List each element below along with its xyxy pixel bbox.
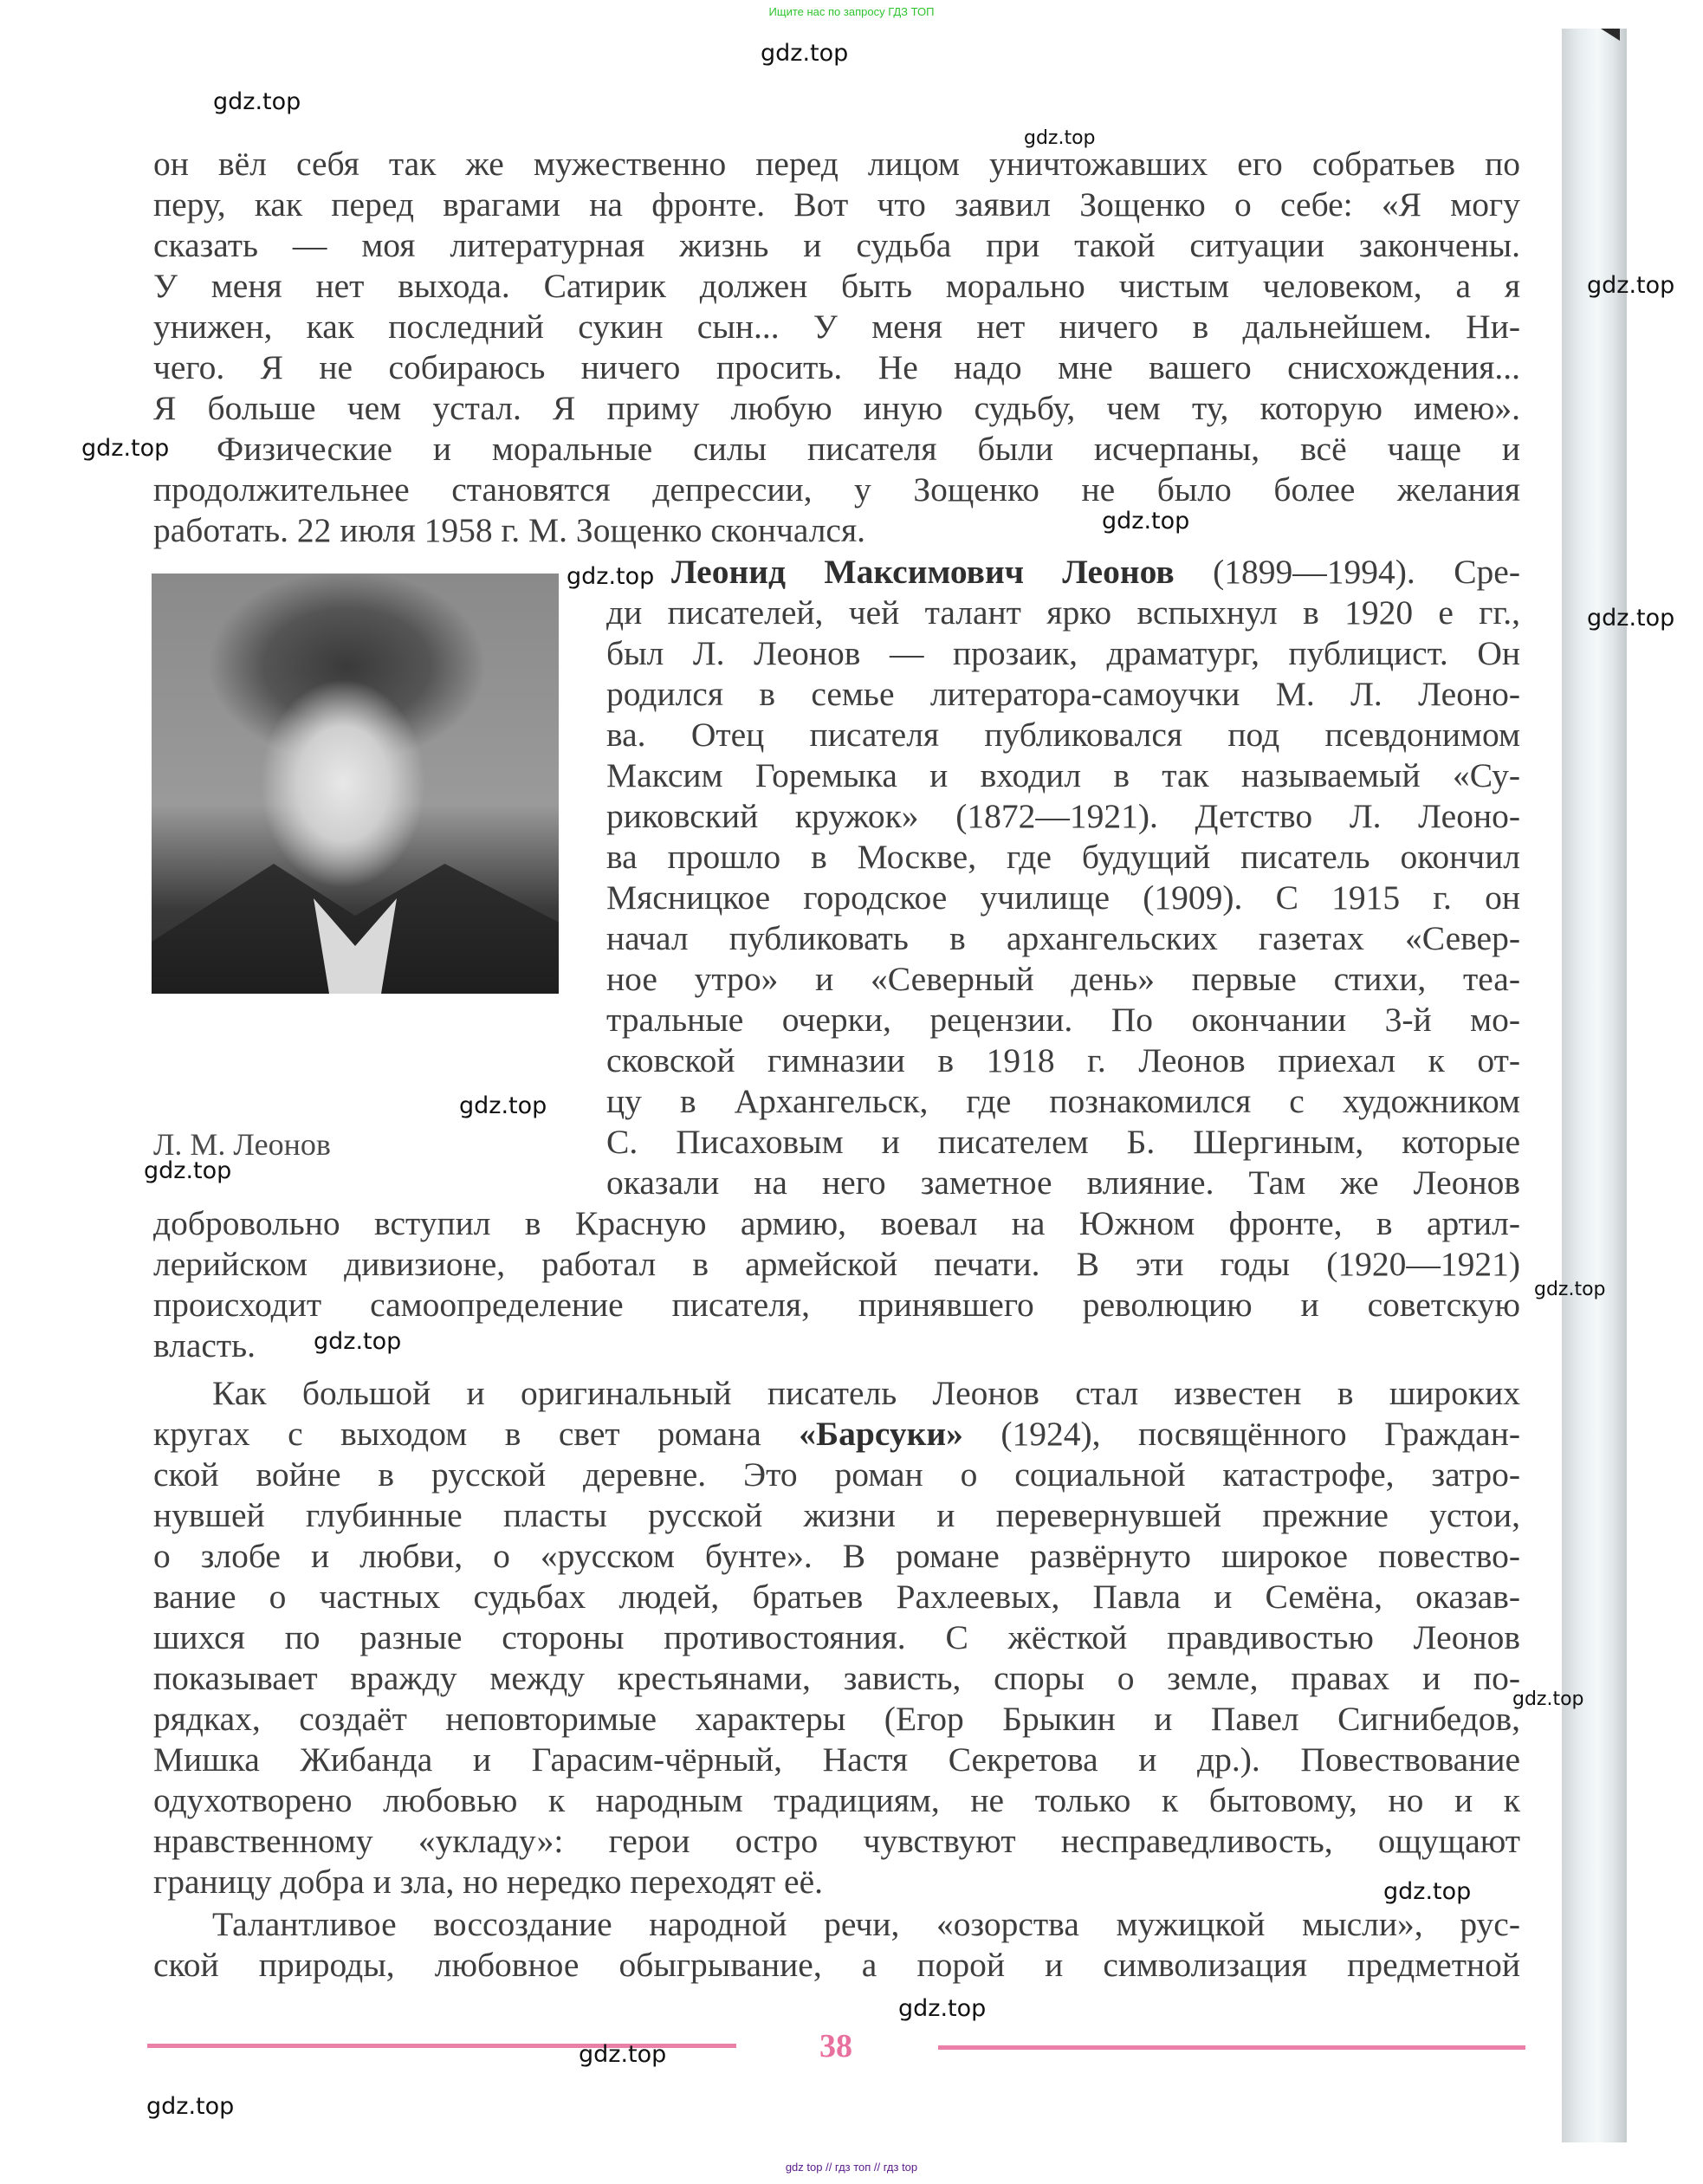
text-line: ное утро» и «Северный день» первые стихи, теа- (606, 960, 1520, 998)
leonov-heading-line (671, 552, 1520, 593)
text-line: нувшей глубинные пласты русской жизни и перевернувшей прежние устои, (153, 1496, 1520, 1534)
text-line: нравственному «укладу»: герои остро чувствуют несправедливость, ощущают (153, 1822, 1520, 1860)
text-line: начал публиковать в архангельских газетах «Север- (606, 919, 1520, 957)
text-line: о злобе и любви, о «русском бунте». В романе развёрнуто широкое повество- (153, 1537, 1520, 1575)
watermark: gdz.top (579, 2041, 667, 2068)
watermark: gdz.top (1587, 605, 1675, 632)
text-line: границу добра и зла, но нередко переходят её. (153, 1863, 823, 1901)
text-line: С. Писаховым и писателем Б. Шергиным, которые (606, 1123, 1520, 1161)
novel-title-bold: «Барсуки» (799, 1415, 963, 1453)
text-line: продолжительнее становятся депрессии, у Зощенко не было более желания (153, 470, 1520, 509)
text-line: Максим Горемыка и входил в так называемый «Су- (606, 756, 1520, 794)
watermark: gdz.top (898, 1995, 987, 2022)
text-line: шихся по разные стороны противостояния. С жёсткой правдивостью Леонов (153, 1618, 1520, 1656)
portrait-photo-leonov (152, 574, 559, 994)
text-line: Физические и моральные силы писателя были исчерпаны, всё чаще и (217, 430, 1520, 468)
text-line: Я больше чем устал. Я приму любую иную судьбу, чем ту, которую имею». (153, 389, 1520, 427)
text-line: сковской гимназии в 1918 г. Леонов приехал к от- (606, 1041, 1520, 1079)
photo-caption: Л. М. Леонов (153, 1127, 331, 1162)
page-corner-mark (1601, 29, 1620, 41)
text-line-with-title (153, 1414, 1520, 1455)
text-line: Талантливое воссоздание народной речи, «озорства мужицкой мысли», рус- (212, 1905, 1520, 1943)
watermark: gdz.top (1587, 272, 1675, 299)
text-line: он вёл себя так же мужественно перед лицом уничтожавших его собратьев по (153, 145, 1520, 183)
text-line: тральные очерки, рецензии. По окончании 3-й мо- (606, 1001, 1520, 1039)
text-line: риковский кружок» (1872—1921). Детство Л. Леоно- (606, 797, 1520, 835)
text-line: перу, как перед врагами на фронте. Вот что заявил Зощенко о себе: «Я могу (153, 185, 1520, 224)
text-line: был Л. Леонов — прозаик, драматург, публицист. Он (606, 634, 1520, 672)
text-line: одухотворено любовью к народным традициям, не только к бытовому, но и к (153, 1781, 1520, 1819)
bottom-banner: gdz top // гдз топ // гдз top (785, 2161, 918, 2174)
text-span: (1924), посвящённого Граждан- (962, 1415, 1520, 1453)
text-line: работать. 22 июля 1958 г. М. Зощенко скончался. (153, 511, 865, 549)
text-line: ва прошло в Москве, где будущий писатель окончил (606, 838, 1520, 876)
text-line: ской войне в русской деревне. Это роман о социальной катастрофе, затро- (153, 1455, 1520, 1494)
page-gutter-shadow (1562, 29, 1627, 2142)
watermark: gdz.top (567, 563, 655, 590)
watermark: gdz.top (144, 1157, 232, 1184)
page-number: 38 (819, 2028, 852, 2064)
text-line: Мясницкое городское училище (1909). С 1915 г. он (606, 878, 1520, 917)
text-line: добровольно вступил в Красную армию, воевал на Южном фронте, в артил- (153, 1204, 1520, 1242)
text-line: ва. Отец писателя публиковался под псевдонимом (606, 716, 1520, 754)
text-line: показывает вражду между крестьянами, зависть, споры о земле, правах и по- (153, 1659, 1520, 1697)
leonov-heading-years: (1899—1994). Сре- (1174, 553, 1520, 591)
text-line: цу в Архангельск, где познакомился с художником (606, 1082, 1520, 1120)
text-line: ди писателей, чей талант ярко вспыхнул в 1920 е гг., (606, 593, 1520, 632)
text-line: происходит самоопределение писателя, принявшего революцию и советскую (153, 1286, 1520, 1324)
watermark: gdz.top (1383, 1878, 1472, 1905)
text-line: оказали на него заметное влияние. Там же Леонов (606, 1163, 1520, 1202)
watermark: gdz.top (146, 2093, 235, 2120)
text-line: чего. Я не собираюсь ничего просить. Не надо мне вашего снисхождения... (153, 348, 1520, 386)
text-line: Как большой и оригинальный писатель Леонов стал известен в широких (212, 1374, 1520, 1412)
watermark: gdz.top (314, 1328, 402, 1355)
watermark: gdz.top (459, 1092, 547, 1119)
top-banner: Ищите нас по запросу ГДЗ ТОП (768, 5, 935, 18)
text-line: Мишка Жибанда и Гарасим-чёрный, Настя Секретова и др.). Повествование (153, 1740, 1520, 1779)
watermark: gdz.top (1512, 1688, 1584, 1710)
text-line: ской природы, любовное обыгрывание, а порой и символизация предметной (153, 1946, 1520, 1984)
watermark: gdz.top (1102, 508, 1190, 535)
watermark: gdz.top (1024, 127, 1096, 149)
text-line: сказать — моя литературная жизнь и судьба при такой ситуации закончены. (153, 226, 1520, 264)
watermark: gdz.top (761, 40, 849, 67)
text-line: вание о частных судьбах людей, братьев Рахлеевых, Павла и Семёна, оказав- (153, 1578, 1520, 1616)
text-span: кругах с выходом в свет романа (153, 1415, 800, 1453)
watermark: gdz.top (1534, 1279, 1606, 1300)
text-line: У меня нет выхода. Сатирик должен быть морально чистым человеком, а я (153, 267, 1520, 305)
text-line: власть. (153, 1326, 256, 1364)
text-line: рядках, создаёт неповторимые характеры (Егор Брыкин и Павел Сигнибедов, (153, 1700, 1520, 1738)
watermark: gdz.top (81, 435, 170, 462)
watermark: gdz.top (213, 88, 301, 115)
text-line: унижен, как последний сукин сын... У меня нет ничего в дальнейшем. Ни- (153, 308, 1520, 346)
text-line: родился в семье литератора-самоучки М. Л. Леоно- (606, 675, 1520, 713)
footer-rule-right (938, 2045, 1525, 2050)
leonov-name-bold: Леонид Максимович Леонов (671, 553, 1175, 591)
text-line: лерийском дивизионе, работал в армейской печати. В эти годы (1920—1921) (153, 1245, 1520, 1283)
